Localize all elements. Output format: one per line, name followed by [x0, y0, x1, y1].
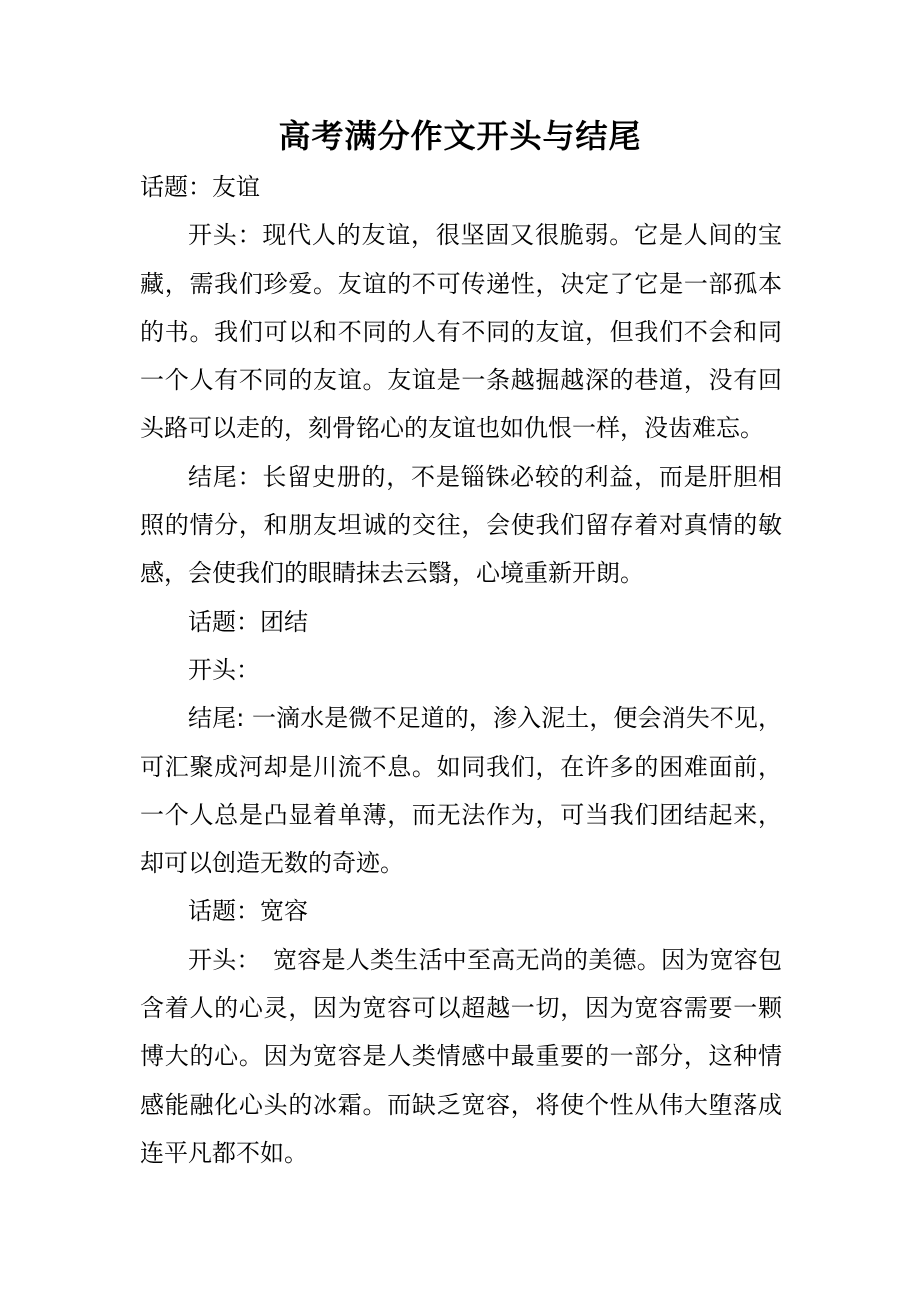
document-body: [140, 163, 782, 1177]
document-title: 高考满分作文开头与结尾: [278, 117, 642, 155]
unity-ending-paragraph: 结尾: 一滴水是微不足道的，渗入泥土，便会消失不见，可汇聚成河却是川流不息。如同我们，在许多的困难面前，一个人总是凸显着单薄，而无法作为，可当我们团结起来，却可以创造无数的奇迹。: [140, 704, 782, 878]
topic-tolerance-heading: 话题：宽容: [188, 897, 308, 926]
topic-friendship-heading: 话题：友谊: [140, 173, 260, 201]
friendship-ending-paragraph: 结尾：长留史册的，不是锱铢必较的利益，而是肝胆相照的情分，和朋友坦诚的交往，会使我们留存着对真情的敏感，会使我们的眼睛抹去云翳，心境重新开朗。: [140, 462, 782, 588]
topic-unity-heading: 话题：团结: [188, 607, 308, 636]
tolerance-opening-paragraph: 开头： 宽容是人类生活中至高无尚的美德。因为宽容包含着人的心灵，因为宽容可以超越一切，因为宽容需要一颗博大的心。因为宽容是人类情感中最重要的一部分，这种情感能融化心头的冰霜。而缺乏宽容，将使个性从伟大堕落成连平凡都不如。: [140, 945, 782, 1167]
friendship-opening-paragraph: 开头：现代人的友谊，很坚固又很脆弱。它是人间的宝藏，需我们珍爱。友谊的不可传递性，决定了它是一部孤本的书。我们可以和不同的人有不同的友谊，但我们不会和同一个人有不同的友谊。友谊是一条越掘越深的巷道，没有回头路可以走的，刻骨铭心的友谊也如仇恨一样，没齿难忘。: [140, 221, 782, 443]
unity-opening-paragraph: 开头：: [188, 655, 260, 684]
